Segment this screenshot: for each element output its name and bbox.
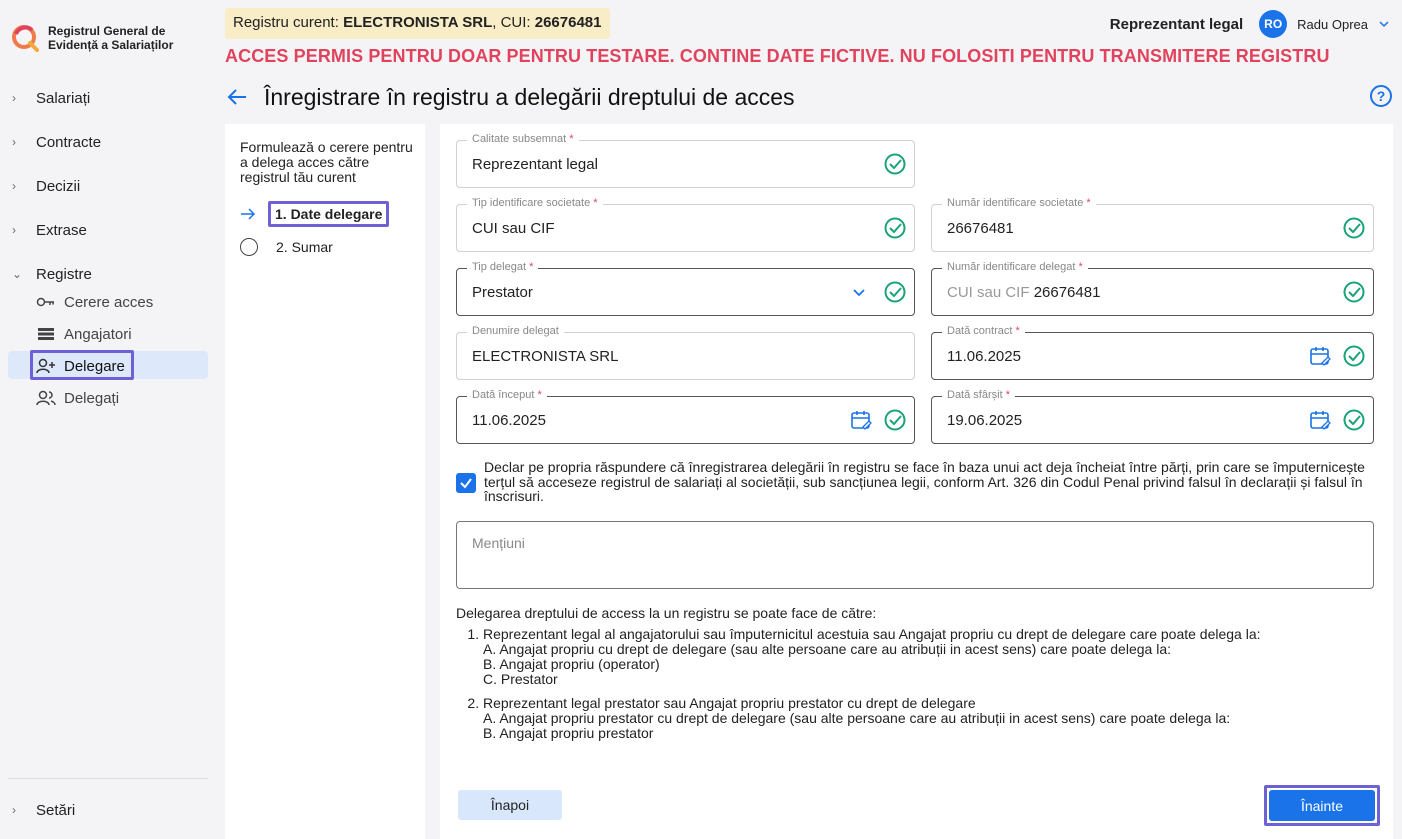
check-circle-icon [884, 281, 906, 303]
sidebar-item-label: Registre [36, 265, 92, 283]
arrow-right-icon [240, 208, 256, 220]
avatar: RO [1259, 10, 1287, 38]
current-registry-badge [225, 8, 610, 39]
back-arrow-icon[interactable] [226, 86, 248, 108]
field-prefix: CUI sau CIF [947, 284, 1030, 301]
tip-delegat-select[interactable] [456, 261, 915, 316]
chevron-down-icon[interactable] [852, 285, 866, 299]
chevron-right-icon: › [12, 91, 16, 105]
field-label [942, 197, 1096, 209]
declaration-text: Declar pe propria răspundere că înregistrarea delegării în registru se face în baza unui act deja încheiat între părți, prin care se împuternicește terțul să acceseze registrul de salariați al societății, sub sancțiunea legii, conform Art. 326 din Codul Penal privind falsul în declarații și falsul în înscrisuri. [484, 459, 1365, 504]
field-label [942, 261, 1088, 273]
sidebar-subitem-label: Delegare [64, 357, 125, 375]
help-icon[interactable]: ? [1370, 85, 1392, 107]
chevron-down-icon: ⌄ [12, 267, 23, 281]
user-name: Radu Oprea [1297, 16, 1368, 32]
sidebar-subitem-label: Angajatori [64, 325, 132, 343]
field-label-text: Dată contract [947, 325, 1013, 337]
required-mark: * [569, 133, 574, 145]
sidebar-item-label: Decizii [36, 177, 81, 195]
next-button[interactable]: Înainte [1269, 790, 1375, 821]
registry-prefix: Registru curent: [233, 14, 339, 31]
check-circle-icon [1343, 217, 1365, 239]
calendar-icon[interactable] [1309, 409, 1331, 431]
calitate-subsemnat-field[interactable] [456, 133, 915, 188]
required-mark: * [1005, 389, 1010, 401]
page-title: Înregistrare în registru a delegării dreptului de acces [264, 84, 795, 110]
checkmark-icon [459, 476, 473, 490]
check-circle-icon [884, 217, 906, 239]
steps-panel [225, 124, 425, 839]
field-label [467, 133, 579, 145]
field-label [942, 389, 1015, 401]
user-menu[interactable] [1110, 10, 1390, 38]
info-heading: Delegarea dreptului de access la un registru se poate face de către: [456, 605, 877, 621]
step-circle-icon [240, 238, 258, 256]
required-mark: * [537, 389, 542, 401]
app-title-line2: Evidență a Salariaților [48, 38, 174, 52]
chevron-right-icon: › [12, 135, 16, 149]
steps-intro: Formulează o cerere pentru a delega acces către registrul tău curent [240, 139, 413, 185]
field-label-text: Dată început [472, 389, 535, 401]
form-panel [440, 124, 1393, 839]
chevron-right-icon: › [12, 803, 16, 817]
check-circle-icon [884, 409, 906, 431]
required-mark: * [1015, 325, 1020, 337]
field-value: 11.06.2025 [472, 412, 546, 429]
chevron-down-icon [1378, 18, 1390, 30]
mentiuni-textarea[interactable] [456, 521, 1374, 589]
sidebar-subitem-label: Cerere acces [64, 293, 154, 311]
step-1-label: 1. Date delegare [268, 201, 389, 227]
field-label: Denumire delegat [467, 325, 564, 337]
info-item-text: 2. Reprezentant legal prestator sau Angajat propriu prestator cu drept de delegare [483, 695, 976, 711]
required-mark: * [529, 261, 534, 273]
field-label [467, 197, 603, 209]
sidebar-divider [8, 778, 208, 779]
declaration-row [456, 460, 1374, 504]
delegation-info [456, 606, 1261, 750]
field-label-text: Calitate subsemnat [472, 133, 567, 145]
field-value: 11.06.2025 [947, 348, 1021, 365]
field-value: Reprezentant legal [472, 156, 598, 173]
info-subitem: C. Prestator [483, 671, 558, 687]
required-mark: * [593, 197, 598, 209]
step-2-label: 2. Sumar [276, 239, 333, 255]
field-label-text: Dată sfârșit [947, 389, 1003, 401]
field-value [947, 284, 1100, 301]
chevron-right-icon: › [12, 179, 16, 193]
field-label [942, 325, 1025, 337]
sidebar-subitem-delegare[interactable] [36, 355, 125, 377]
field-label-text: Tip delegat [472, 261, 527, 273]
field-value-text: 26676481 [1033, 284, 1101, 301]
field-value: 19.06.2025 [947, 412, 1023, 429]
sidebar-subitem-delegati[interactable] [36, 387, 119, 409]
check-circle-icon [1343, 281, 1365, 303]
info-subitem: B. Angajat propriu (operator) [483, 656, 660, 672]
key-icon [36, 295, 56, 309]
back-button[interactable]: Înapoi [458, 790, 562, 820]
info-item [483, 696, 1261, 741]
app-logo[interactable] [12, 24, 173, 52]
check-circle-icon [884, 153, 906, 175]
user-add-icon [36, 358, 56, 374]
test-warning-banner: ACCES PERMIS PENTRU DOAR PENTRU TESTARE. CONTINE DATE FICTIVE. NU FOLOSITI PENTRU TRANSMITERE REGISTRU [225, 46, 1330, 66]
field-label [467, 261, 538, 273]
users-icon [36, 390, 56, 406]
field-value: 26676481 [947, 220, 1014, 237]
field-value: Prestator [472, 284, 533, 301]
data-contract-field[interactable] [931, 325, 1374, 380]
field-value: CUI sau CIF [472, 220, 555, 237]
field-value: ELECTRONISTA SRL [472, 348, 619, 365]
numar-identificare-delegat-field[interactable] [931, 261, 1374, 316]
next-button-highlight [1264, 785, 1380, 826]
list-icon [36, 327, 56, 341]
numar-identificare-societate-field[interactable] [931, 197, 1374, 252]
sidebar-item-decizii[interactable] [12, 174, 80, 198]
app-title-line1: Registrul General de [48, 24, 166, 38]
step-1[interactable] [240, 201, 389, 227]
sidebar-item-label: Extrase [36, 221, 87, 239]
sidebar-subitem-angajatori[interactable] [36, 323, 132, 345]
denumire-delegat-field[interactable] [456, 325, 915, 380]
sidebar-item-setari[interactable] [12, 798, 75, 822]
sidebar-item-salariati[interactable] [12, 86, 90, 110]
user-role: Reprezentant legal [1109, 15, 1244, 33]
chevron-right-icon: › [12, 223, 16, 237]
info-list [483, 627, 1261, 741]
info-item [483, 627, 1261, 687]
declaration-checkbox[interactable] [456, 473, 476, 493]
calendar-icon[interactable] [1309, 345, 1331, 367]
info-subitem: A. Angajat propriu cu drept de delegare (sau alte persoane care au atribuții in acest sens) care poate delega la: [483, 641, 1171, 657]
mentiuni-placeholder: Mențiuni [472, 535, 525, 551]
app-title [48, 24, 173, 52]
data-inceput-field[interactable] [456, 389, 915, 444]
logo-icon [12, 24, 40, 52]
sidebar [0, 0, 216, 839]
field-label-text: Număr identificare societate [947, 197, 1084, 209]
registry-company: ELECTRONISTA SRL [343, 14, 493, 31]
data-sfarsit-field[interactable] [931, 389, 1374, 444]
sidebar-item-registre[interactable] [12, 262, 92, 286]
step-2[interactable] [240, 238, 333, 256]
check-circle-icon [1343, 345, 1365, 367]
info-item-text: 1. Reprezentant legal al angajatorului sau împuternicitul acestuia sau Angajat propriu cu drept de delegare care poate delega la: [483, 626, 1261, 642]
field-label [467, 389, 547, 401]
sidebar-item-extrase[interactable] [12, 218, 87, 242]
calendar-icon[interactable] [850, 409, 872, 431]
info-subitem: B. Angajat propriu prestator [483, 725, 654, 741]
required-mark: * [1086, 197, 1091, 209]
sidebar-item-label: Salariați [36, 89, 91, 107]
registry-cui-prefix: , CUI: [492, 14, 531, 31]
sidebar-subitem-label: Delegați [64, 389, 120, 407]
sidebar-item-label: Contracte [36, 133, 102, 151]
sidebar-item-contracte[interactable] [12, 130, 101, 154]
check-circle-icon [1343, 409, 1365, 431]
required-mark: * [1078, 261, 1083, 273]
sidebar-item-label: Setări [36, 801, 76, 819]
field-label-text: Tip identificare societate [472, 197, 591, 209]
tip-identificare-societate-field[interactable] [456, 197, 915, 252]
field-label-text: Număr identificare delegat [947, 261, 1076, 273]
sidebar-subitem-cerere-acces[interactable] [36, 291, 153, 313]
info-subitem: A. Angajat propriu prestator cu drept de delegare (sau alte persoane care au atribuții in acest sens) care poate delega la: [483, 710, 1231, 726]
registry-cui: 26676481 [534, 14, 602, 31]
